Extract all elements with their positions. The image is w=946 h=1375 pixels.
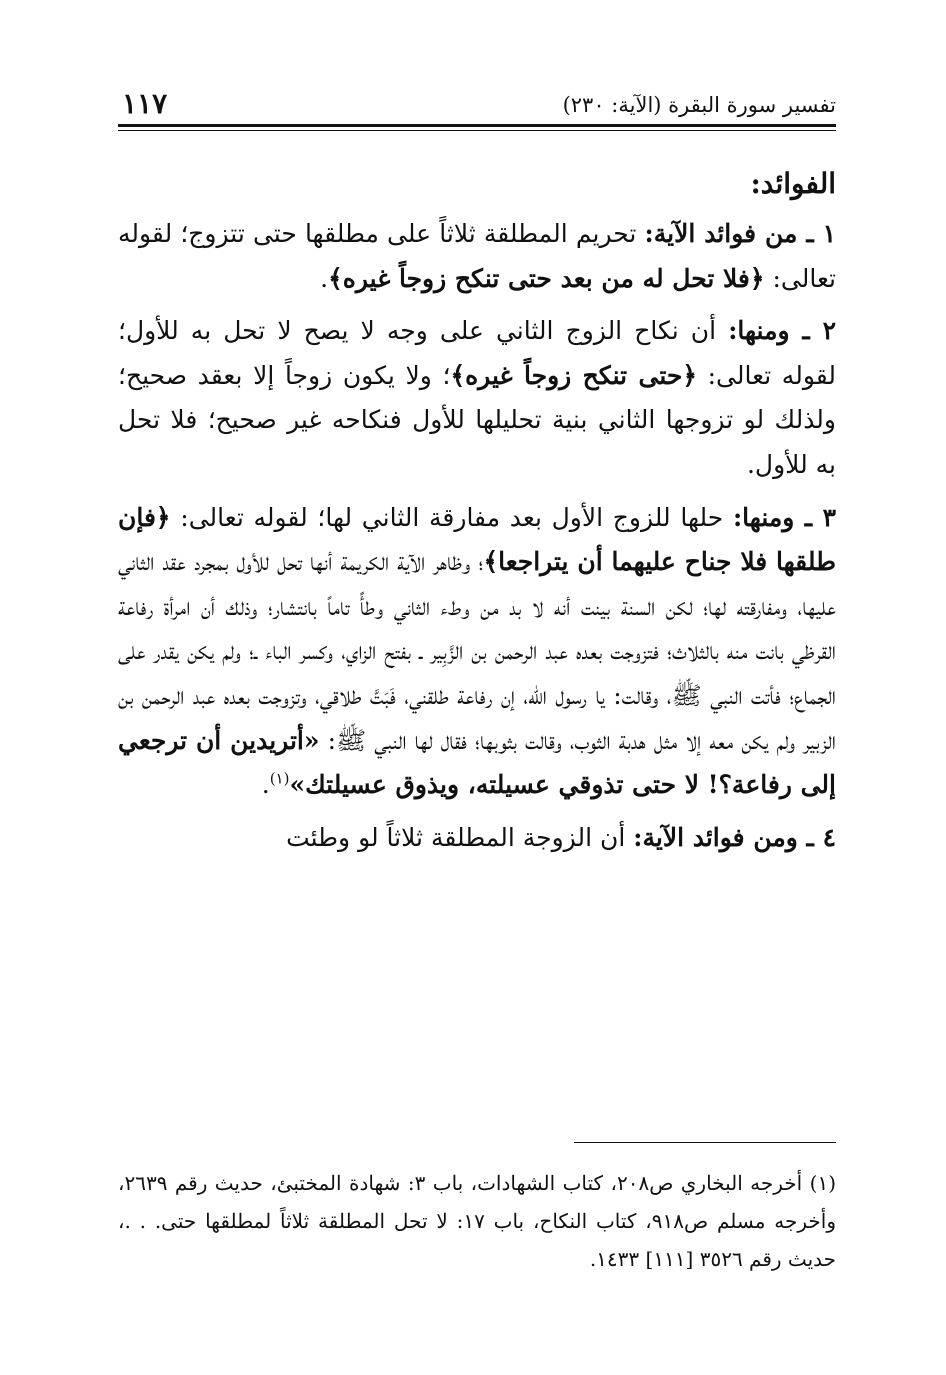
paragraph-text: أن الزوجة المطلقة ثلاثاً لو وطئت <box>286 822 634 852</box>
quran-quote: ﴿فلا تحل له من بعد حتى تنكح زوجاً غيره﴾ <box>328 263 765 293</box>
footnote-1: (١) أخرجه البخاري ص٢٠٨، كتاب الشهادات، باب ٣: شهادة المختبئ، حديث رقم ٢٦٣٩، وأخرجه مسلم ص٩١٨، كتاب النكاح، باب ١٧: لا تحل المطلقة ثلاثاً لمطلقها حتى. . .، حديث رقم ٣٥٢٦ [١١١] ١٤٣٣. <box>118 1171 836 1271</box>
running-title: تفسير سورة البقرة (الآية: ٢٣٠) <box>562 93 836 117</box>
paragraph-text-middle: ؛ وظاهر الآية الكريمة أنها تحل للأول بمجرد عقد الثاني عليها، ومفارقته لها؛ لكن السنة بينت أنه لا بد من وطء الثاني وطأً تاماً بانتشار؛ وذلك أن امرأة رفاعة القرظي بانت منه بالثلاث؛ فتزوجت بعده عبد الرحمن بن الزَّبِير ـ بفتح الزاي، وكسر الباء ـ؛ ولم يكن يقدر على الجماع؛ فأتت النبي ﷺ، وقالت: يا رسول الله، إن رفاعة طلقني، فَبَتَّ طلاقي، وتزوجت بعده عبد الرحمن بن الزبير ولم يكن معه إلا مثل هدبة الثوب، وقالت بثوبها؛ فقال لها النبي ﷺ: <box>118 547 836 755</box>
quran-quote: ﴿فإن طلقها فلا جناح عليهما أن يتراجعا﴾ <box>118 502 837 577</box>
footnotes <box>118 1164 836 1278</box>
benefit-paragraph-1 <box>118 212 836 301</box>
hadith-quote: «أتريدين أن ترجعي إلى رفاعة؟! لا حتى تذوقي عسيلته، ويذوق عسيلتك» <box>118 725 836 800</box>
benefit-paragraph-4 <box>118 816 836 861</box>
paragraph-text: أن نكاح الزوج الثاني على وجه لا يصح لا تحل به للأول؛ لقوله تعالى: <box>118 316 837 390</box>
paragraph-lead: ٣ ـ ومنها: <box>732 502 837 532</box>
paragraph-text-end: ؛ ولا يكون زوجاً إلا بعقد صحيح؛ ولذلك لو تزوجها الثاني بنية تحليلها للأول فنكاحه غير صحيح؛ فلا تحل به للأول. <box>118 360 836 479</box>
page-number: ١١٧ <box>122 87 168 120</box>
footnote-separator <box>574 1142 836 1143</box>
paragraph-lead: ٤ ـ ومن فوائد الآية: <box>633 822 836 852</box>
footnote-reference[interactable]: (١) <box>269 769 290 788</box>
benefit-paragraph-3 <box>118 496 836 808</box>
running-header <box>118 87 836 124</box>
header-rule-thick <box>118 124 836 127</box>
header-rule-thin <box>118 130 836 131</box>
paragraph-text-end: . <box>320 263 329 293</box>
paragraph-lead: ١ ـ من فوائد الآية: <box>644 219 837 248</box>
paragraph-text: تحريم المطلقة ثلاثاً على مطلقها حتى تتزوج؛ لقوله تعالى: <box>118 219 836 293</box>
section-heading: الفوائد: <box>750 167 836 200</box>
book-page <box>118 0 836 1375</box>
paragraph-text: حلها للزوج الأول بعد مفارقة الثاني لها؛ لقوله تعالى: <box>170 502 733 532</box>
quran-quote: ﴿حتى تنكح زوجاً غيره﴾ <box>450 360 697 390</box>
paragraph-lead: ٢ ـ ومنها: <box>728 316 836 346</box>
benefit-paragraph-2 <box>118 309 836 487</box>
paragraph-text-end: . <box>261 770 270 800</box>
main-text <box>118 162 836 868</box>
